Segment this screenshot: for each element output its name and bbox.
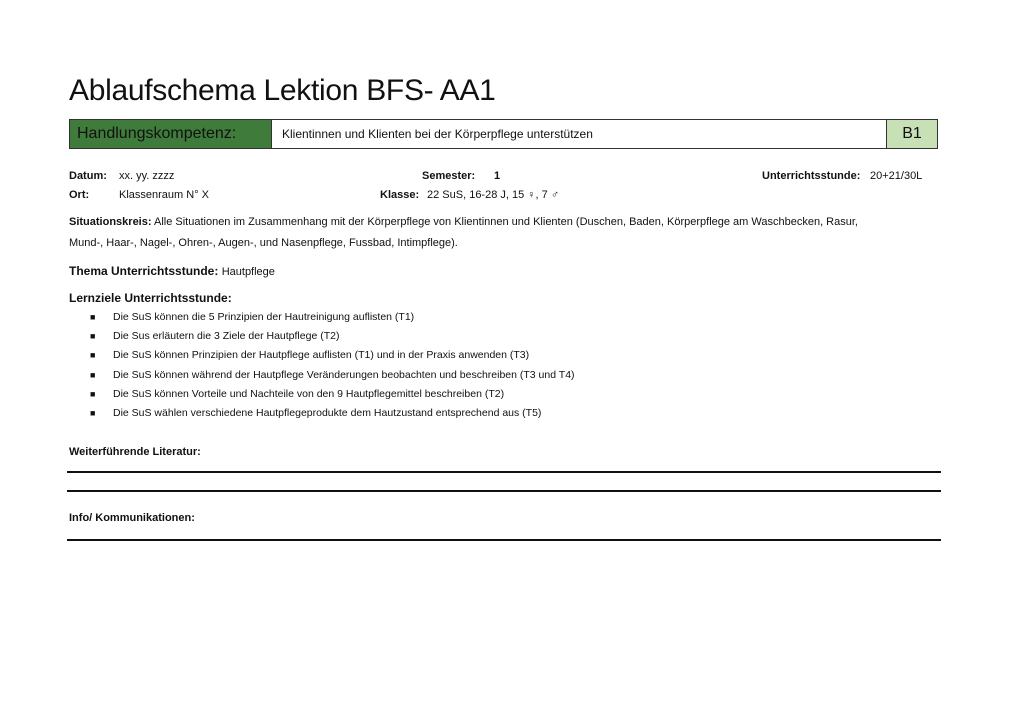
datum-value: xx. yy. zzzz [119,170,175,182]
thema-text: Hautpflege [221,266,275,278]
handlungskompetenz-text: Klientinnen und Klienten bei der Körperpflege unterstützen [282,127,593,141]
situationskreis [69,212,889,254]
bullet-icon: ■ [90,369,96,380]
semester-label: Semester: [422,170,476,182]
list-item: ■ Die SuS können Vorteile und Nachteile von den 9 Hautpflegemittel beschreiben (T2) [90,385,575,404]
klasse-value: 22 SuS, 16-28 J, 15 ♀, 7 ♂ [427,189,560,201]
ort-value: Klassenraum N° X [119,189,209,201]
bullet-icon: ■ [90,388,96,399]
bullet-icon: ■ [90,331,96,342]
divider [67,490,941,492]
bullet-icon: ■ [90,407,96,418]
thema-label: Thema Unterrichtsstunde: [69,264,219,278]
handlungskompetenz-label: Handlungskompetenz: [70,120,272,148]
divider [67,539,941,541]
literatur-label: Weiterführende Literatur: [69,446,201,458]
divider [67,471,941,473]
list-item: ■ Die SuS können die 5 Prinzipien der Hautreinigung auflisten (T1) [90,308,575,327]
lernziele-label: Lernziele Unterrichtsstunde: [69,291,232,305]
bullet-icon: ■ [90,312,96,322]
klasse-label: Klasse: [380,189,420,201]
handlungskompetenz-code: B1 [886,120,937,148]
info-label: Info/ Kommunikationen: [69,512,195,524]
list-item: ■ Die SuS können während der Hautpflege Veränderungen beobachten und beschreiben (T3 und T4) [90,366,575,385]
ort-label: Ort: [69,189,90,201]
lernziele-list [90,308,575,423]
unterrichtsstunde-value: 20+21/30L [870,170,923,182]
thema [69,264,275,278]
bullet-icon: ■ [90,350,96,361]
list-item: ■ Die SuS können Prinzipien der Hautpflege auflisten (T1) und in der Praxis anwenden (T3) [90,346,575,365]
list-item: ■ Die Sus erläutern die 3 Ziele der Hautpflege (T2) [90,327,575,346]
page-title: Ablaufschema Lektion BFS- AA1 [69,74,496,107]
datum-label: Datum: [69,170,107,182]
situationskreis-text: Alle Situationen im Zusammenhang mit der Körperpflege von Klientinnen und Klienten (Duschen, Baden, Körperpflege am Waschbecken, Rasur, Mund-, Haar-, Nagel-, Ohren-, Augen-, und Nasenpflege, Fussbad, Intimpflege). [69,216,858,249]
handlungskompetenz-box [69,119,938,149]
unterrichtsstunde-label: Unterrichtsstunde: [762,170,861,182]
situationskreis-label: Situationskreis: [69,216,152,228]
semester-value: 1 [494,170,501,182]
list-item: ■ Die SuS wählen verschiedene Hautpflegeprodukte dem Hautzustand entsprechend aus (T5) [90,404,575,423]
